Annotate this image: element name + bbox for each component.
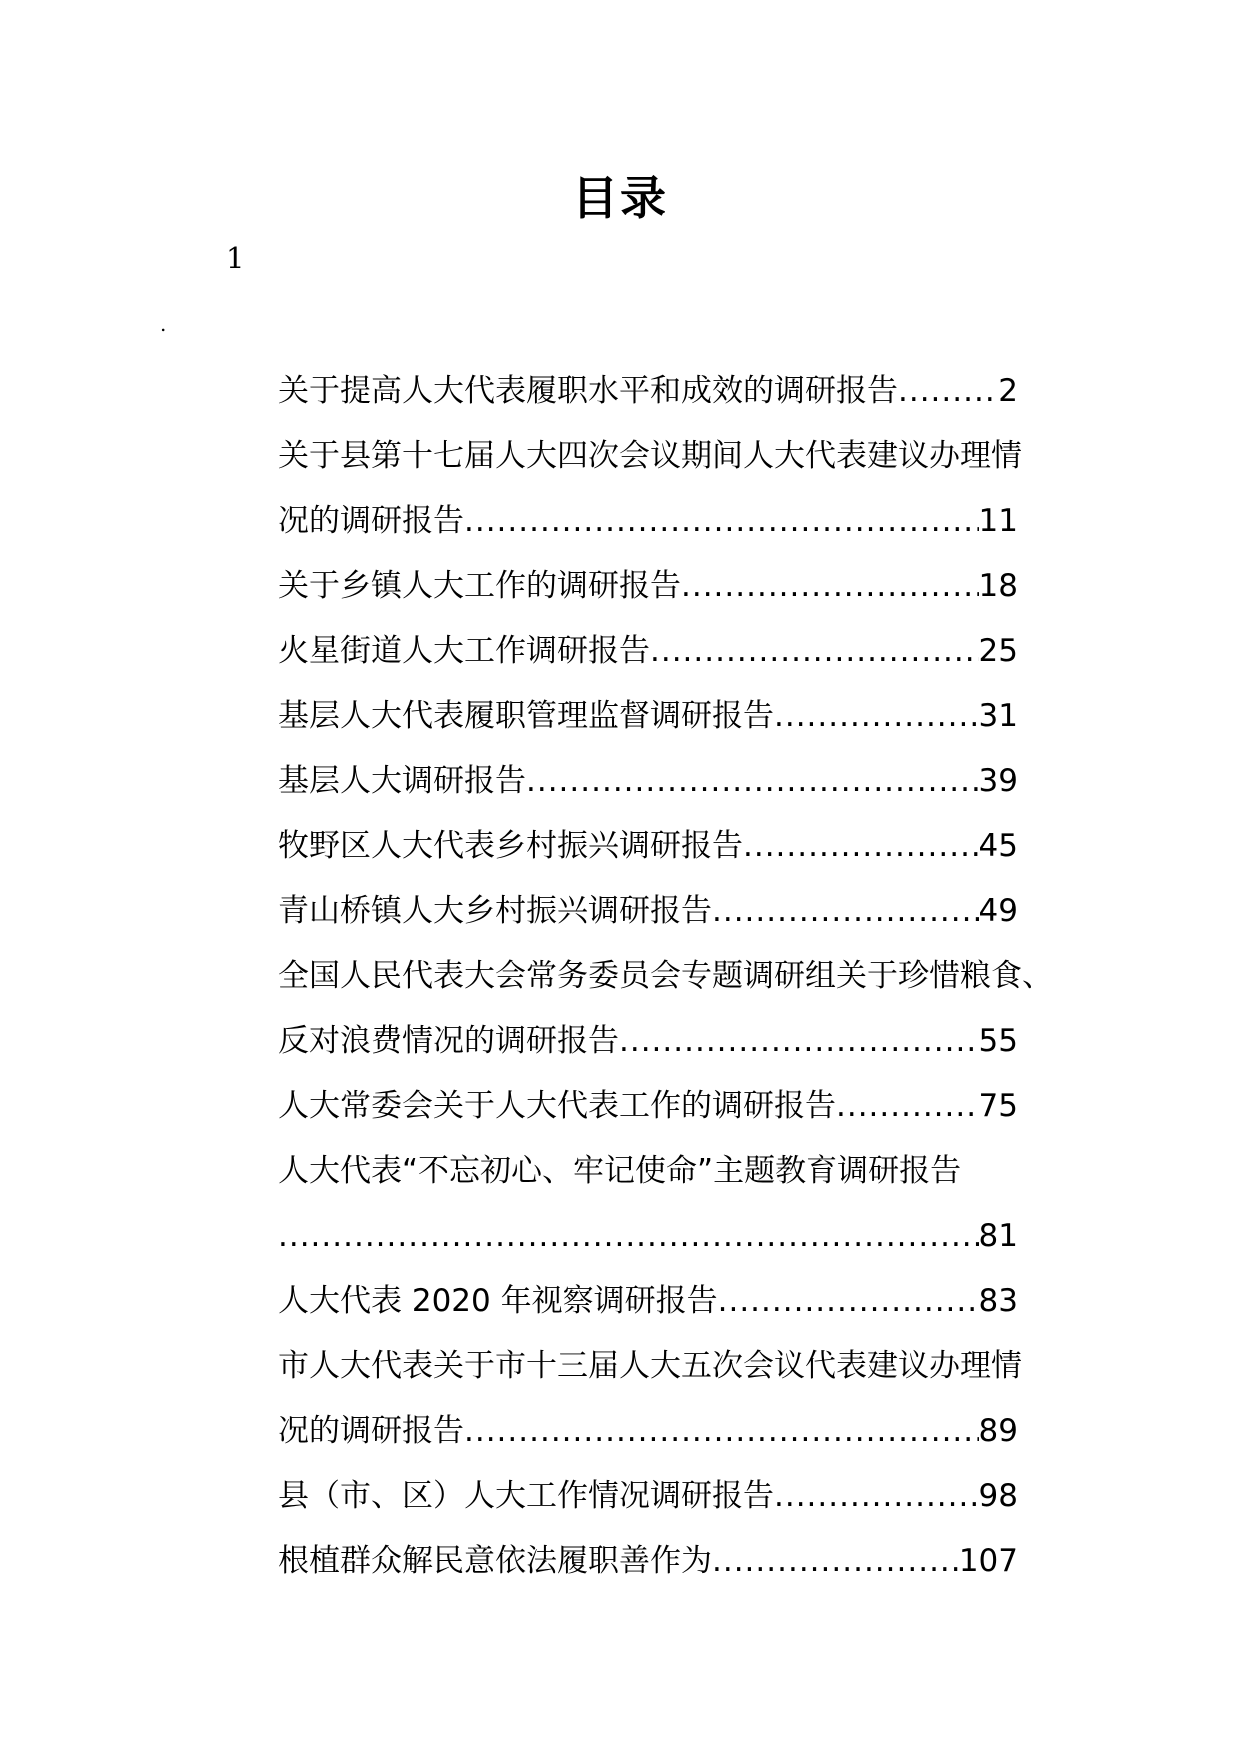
toc-entry-title: 人大代表 2020 年视察调研报告 <box>278 1283 718 1319</box>
toc-entry[interactable] <box>278 1464 1118 1529</box>
toc-page-number: 83 <box>978 1283 1018 1319</box>
toc-dot-leader <box>464 1399 979 1464</box>
toc-dot-leader <box>712 879 979 944</box>
toc-dot-leader <box>464 489 979 554</box>
toc-page-number: 31 <box>978 698 1018 734</box>
toc-line <box>278 1399 1018 1464</box>
toc-entry[interactable] <box>278 359 1118 424</box>
toc-dot-leader <box>774 684 979 749</box>
toc-page-number: 89 <box>978 1413 1018 1449</box>
toc-entry[interactable] <box>278 619 1118 684</box>
table-of-contents <box>278 359 1118 1594</box>
toc-page-number: 2 <box>998 373 1018 409</box>
toc-entry[interactable] <box>278 1334 1118 1464</box>
toc-line <box>278 619 1018 684</box>
toc-page-number: 11 <box>978 503 1018 539</box>
toc-line <box>278 814 1018 879</box>
toc-page-number: 81 <box>978 1218 1018 1254</box>
toc-line <box>278 1464 1018 1529</box>
toc-entry-title: 人大常委会关于人大代表工作的调研报告 <box>278 1088 836 1124</box>
toc-line <box>278 1009 1018 1074</box>
toc-entry-title: 牧野区人大代表乡村振兴调研报告 <box>278 828 743 864</box>
toc-line <box>278 1529 1018 1594</box>
toc-line <box>278 1269 1018 1334</box>
toc-page-number: 55 <box>978 1023 1018 1059</box>
page-title: 目录 <box>572 171 668 225</box>
toc-entry[interactable] <box>278 1529 1118 1594</box>
toc-dot-leader <box>712 1529 959 1594</box>
toc-entry-title: 基层人大调研报告 <box>278 763 526 799</box>
toc-line <box>278 879 1018 944</box>
toc-line <box>278 554 1018 619</box>
toc-page-number: 18 <box>978 568 1018 604</box>
toc-entry-title: 况的调研报告 <box>278 503 464 539</box>
toc-entry-title: 关于乡镇人大工作的调研报告 <box>278 568 681 604</box>
toc-page-number: 25 <box>978 633 1018 669</box>
toc-entry[interactable] <box>278 1074 1118 1139</box>
toc-line <box>278 489 1018 554</box>
toc-entry-title: 关于县第十七届人大四次会议期间人大代表建议办理情 <box>278 438 1022 474</box>
toc-entry-title: 县（市、区）人大工作情况调研报告 <box>278 1478 774 1514</box>
toc-entry[interactable] <box>278 684 1118 749</box>
toc-line <box>278 1074 1018 1139</box>
toc-page-number: 98 <box>978 1478 1018 1514</box>
toc-entry[interactable] <box>278 879 1118 944</box>
toc-page-number: 39 <box>978 763 1018 799</box>
toc-dot-leader <box>681 554 979 619</box>
toc-entry[interactable] <box>278 749 1118 814</box>
stray-mark: . <box>160 312 167 336</box>
page-number: 1 <box>226 241 245 275</box>
toc-dot-leader <box>718 1269 979 1334</box>
toc-dot-leader <box>278 1204 979 1269</box>
toc-entry-title: 反对浪费情况的调研报告 <box>278 1023 619 1059</box>
toc-dot-leader <box>898 359 998 424</box>
toc-entry[interactable] <box>278 1269 1118 1334</box>
toc-line <box>278 749 1018 814</box>
toc-dot-leader <box>619 1009 979 1074</box>
toc-entry-title: 关于提高人大代表履职水平和成效的调研报告 <box>278 373 898 409</box>
toc-entry[interactable] <box>278 944 1118 1074</box>
toc-page-number: 49 <box>978 893 1018 929</box>
toc-entry-title: 根植群众解民意依法履职善作为 <box>278 1543 712 1579</box>
toc-dot-leader <box>526 749 979 814</box>
toc-page-number: 107 <box>958 1543 1018 1579</box>
toc-dot-leader <box>743 814 979 879</box>
toc-dot-leader <box>774 1464 979 1529</box>
toc-entry[interactable] <box>278 424 1118 554</box>
toc-entry[interactable] <box>278 814 1118 879</box>
toc-line <box>278 359 1018 424</box>
toc-entry-title: 火星街道人大工作调研报告 <box>278 633 650 669</box>
toc-entry-title: 基层人大代表履职管理监督调研报告 <box>278 698 774 734</box>
toc-dot-leader <box>836 1074 979 1139</box>
toc-entry[interactable] <box>278 1139 1118 1269</box>
toc-entry-title: 青山桥镇人大乡村振兴调研报告 <box>278 893 712 929</box>
toc-line <box>278 684 1018 749</box>
toc-page-number: 75 <box>978 1088 1018 1124</box>
toc-dot-leader <box>650 619 979 684</box>
toc-entry[interactable] <box>278 554 1118 619</box>
toc-entry-title: 人大代表“不忘初心、牢记使命”主题教育调研报告 <box>278 1153 962 1189</box>
toc-entry-title: 市人大代表关于市十三届人大五次会议代表建议办理情 <box>278 1348 1022 1384</box>
toc-line <box>278 1204 1018 1269</box>
toc-entry-title: 全国人民代表大会常务委员会专题调研组关于珍惜粮食、 <box>278 958 1053 994</box>
toc-page-number: 45 <box>978 828 1018 864</box>
toc-entry-title: 况的调研报告 <box>278 1413 464 1449</box>
